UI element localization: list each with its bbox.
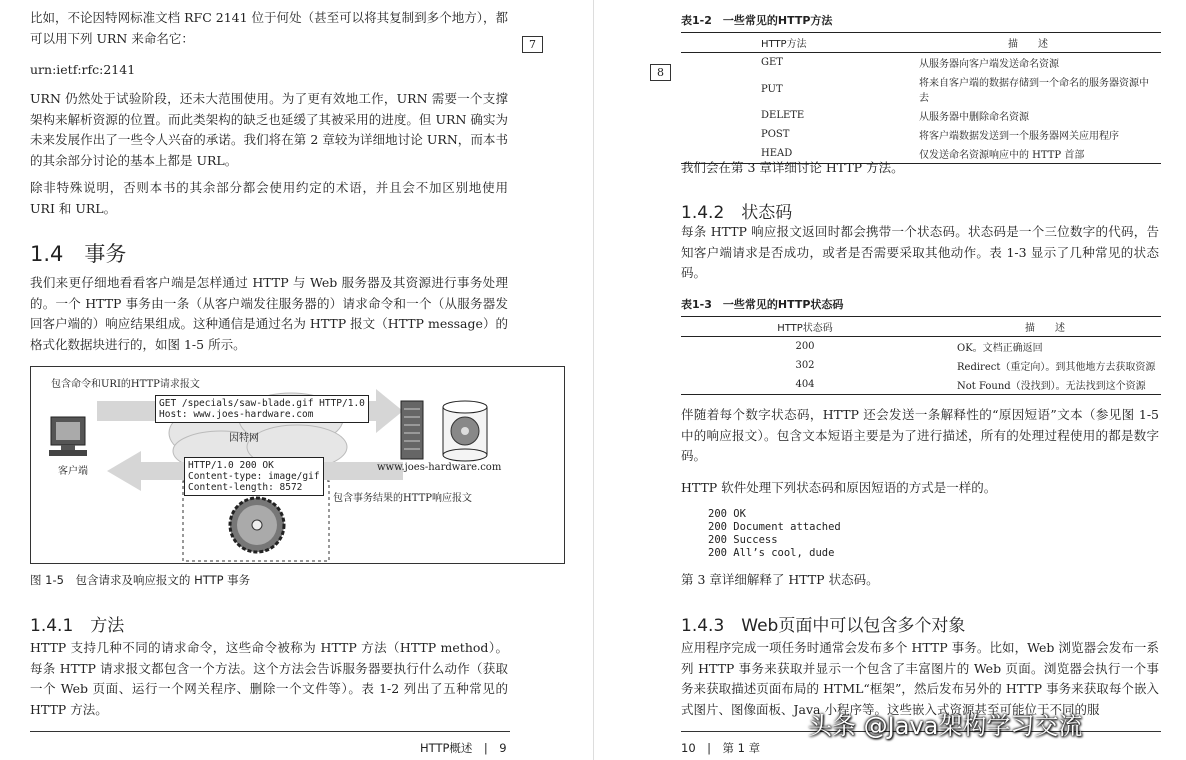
subsection-heading-web-objects: 1.4.3 Web页面中可以包含多个对象 (681, 616, 966, 636)
right-page (594, 0, 1186, 760)
table-http-methods (681, 32, 1161, 164)
table-cell: 将客户端数据发送到一个服务器网关应用程序 (919, 131, 1119, 142)
status-paragraph: 每条 HTTP 响应报文返回时都会携带一个状态码。状态码是一个三位数字的代码，告知客户端请求是否成功，或者是否需要采取其他动作。表 1-3 显示了几种常见的状态码。 (681, 224, 1159, 280)
storage-cylinder-icon (443, 401, 487, 461)
status-ch3-paragraph: 第 3 章详细解释了 HTTP 状态码。 (681, 572, 879, 587)
web-objects-paragraph: 应用程序完成一项任务时通常会发布多个 HTTP 事务。比如，Web 浏览器会发布一系列 HTTP 事务来获取并显示一个包含了丰富图片的 Web 页面。浏览器会执行一个事务来获取描述页面布局的 HTML“框架”，然后发布另外的 HTTP 事务来获取每个嵌入式图片、图像面板、Java 小程序等。这些嵌入式资源甚至可能位于不同的服 (681, 640, 1159, 717)
figure-http-transaction (30, 366, 565, 564)
client-computer-icon (49, 417, 87, 456)
code-line: 200 Success (708, 534, 778, 546)
table-header-description: 描 述 (929, 317, 1161, 337)
table-cell: 200 (795, 341, 815, 352)
uri-paragraph: 除非特殊说明，否则本书的其余部分都会使用约定的术语，并且会不加区别地使用 URI 和 URL。 (30, 180, 508, 216)
table-row (681, 72, 1161, 106)
internet-label: 因特网 (229, 433, 259, 444)
table-header-status: HTTP状态码 (681, 317, 929, 337)
table-row (681, 356, 1161, 375)
reason-phrase-paragraph: 伴随着每个数字状态码，HTTP 还会发送一条解释性的“原因短语”文本（参见图 1-5 中的响应报文）。包含文本短语主要是为了进行描述，所有的处理过程使用的都是数字码。 (681, 407, 1159, 463)
table-cell: 从服务器向客户端发送命名资源 (919, 59, 1059, 70)
server-icon (401, 401, 423, 459)
response-label: 包含事务结果的HTTP响应报文 (333, 493, 472, 504)
table-cell: 将来自客户端的数据存储到一个命名的服务器资源中去 (919, 78, 1149, 104)
table-cell: Redirect（重定向）。到其他地方去获取资源 (957, 362, 1156, 373)
table-cell: Not Found（没找到）。无法找到这个资源 (929, 375, 1161, 395)
intro-paragraph: 比如，不论因特网标准文档 RFC 2141 位于何处（甚至可以将其复制到多个地方），都可以用下列 URN 来命名它： (30, 10, 508, 46)
same-handling-paragraph: HTTP 软件处理下列状态码和原因短语的方式是一样的。 (681, 480, 997, 495)
table-cell: POST (761, 129, 790, 140)
code-block (708, 508, 841, 560)
table-header-description: 描 述 (895, 33, 1161, 53)
table-row (681, 375, 1161, 395)
table-1-2-title: 表1-2 一些常见的HTTP方法 (681, 14, 833, 27)
figure-caption: 图 1-5 包含请求及响应报文的 HTTP 事务 (30, 573, 251, 587)
table-cell: DELETE (761, 110, 805, 121)
urn-paragraph: URN 仍然处于试验阶段，还未大范围使用。为了更有效地工作，URN 需要一个支撑架构来解析资源的位置。而此类架构的缺乏也延缓了其被采用的进度。但 URN 确实为未来发展作出了一些令人兴奋的承诺。我们将在第 2 章较为详细地讨论 URN，而本书的其余部分讨论的基本上都是 URL。 (30, 91, 508, 168)
margin-page-note: 7 (522, 36, 543, 53)
section-heading: 1.4 事务 (30, 242, 127, 266)
table-row (681, 125, 1161, 144)
code-line: 200 Document attached (708, 521, 841, 533)
code-line: 200 OK (708, 508, 746, 520)
table-header-method: HTTP方法 (681, 33, 895, 53)
table-1-3-title: 表1-3 一些常见的HTTP状态码 (681, 298, 844, 311)
request-message-box: GET /specials/saw-blade.gif HTTP/1.0 Host: www.joes-hardware.com (155, 395, 369, 423)
client-label: 客户端 (58, 466, 88, 477)
server-label: www.joes-hardware.com (377, 462, 502, 473)
saw-blade-icon (230, 498, 284, 552)
urn-example: urn:ietf:rfc:2141 (30, 62, 136, 77)
table-cell: 仅发送命名资源响应中的 HTTP 首部 (895, 144, 1161, 164)
table-row (681, 337, 1161, 357)
left-footer: HTTP概述 | 9 (420, 741, 507, 755)
right-footer: 10 | 第 1 章 (681, 741, 761, 755)
margin-page-note: 8 (650, 64, 671, 81)
subsection-heading-methods: 1.4.1 方法 (30, 616, 125, 636)
table-cell: PUT (761, 83, 783, 95)
methods-paragraph: HTTP 支持几种不同的请求命令，这些命令被称为 HTTP 方法（HTTP method）。每条 HTTP 请求报文都包含一个方法。这个方法会告诉服务器要执行什么动作（获取一个 Web 页面、运行一个网关程序、删除一个文件等）。表 1-2 列出了五种常见的 HTTP 方法。 (30, 640, 508, 717)
table-cell: OK。文档正确返回 (957, 343, 1043, 354)
table-cell: HEAD (681, 144, 895, 164)
methods-ch3-paragraph: 我们会在第 3 章详细讨论 HTTP 方法。 (681, 160, 904, 175)
code-line: 200 All’s cool, dude (708, 547, 835, 559)
table-cell: 302 (795, 360, 815, 371)
request-label: 包含命令和URI的HTTP请求报文 (51, 379, 200, 390)
subsection-heading-status: 1.4.2 状态码 (681, 203, 793, 223)
transaction-paragraph: 我们来更仔细地看看客户端是怎样通过 HTTP 与 Web 服务器及其资源进行事务处理的。一个 HTTP 事务由一条（从客户端发往服务器的）请求命令和一个（从服务器发回客户端的）响应结果组成。这种通信是通过名为 HTTP 报文（HTTP message）的格式化数据块进行的，如图 1-5 所示。 (30, 275, 508, 352)
table-row (681, 53, 1161, 73)
table-status-codes (681, 316, 1161, 395)
response-message-box: HTTP/1.0 200 OK Content-type: image/gif Content-length: 8572 (184, 457, 324, 496)
watermark: 头条 @Java架构学习交流 (808, 712, 1083, 740)
footer-rule (30, 731, 510, 732)
table-cell: 404 (681, 375, 929, 395)
table-row (681, 106, 1161, 125)
table-cell: GET (761, 57, 783, 68)
table-cell: 从服务器中删除命名资源 (919, 112, 1029, 123)
